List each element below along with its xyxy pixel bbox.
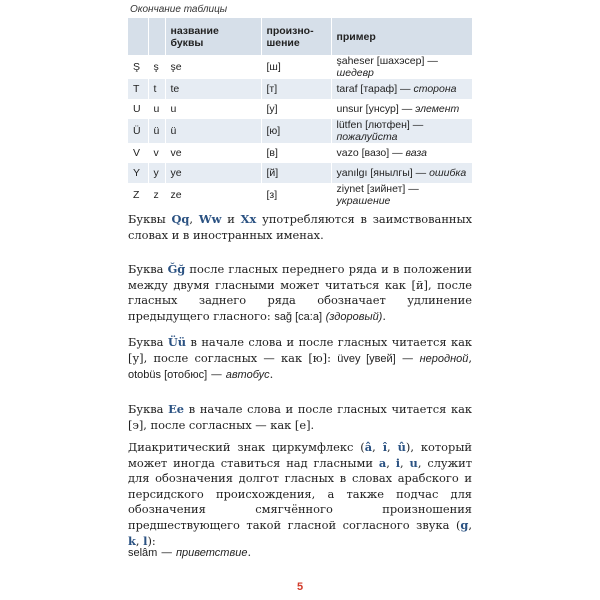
table-row [128, 183, 472, 207]
letter-highlight: l [143, 533, 148, 548]
paragraph-e: Буква Ee в начале слова и после гласных читается как [э], после согласных — как [е]. [128, 402, 472, 432]
letter-highlight: i [395, 455, 401, 470]
letter-highlight: Ğğ [167, 262, 186, 276]
example-word: sağ [са:а] [274, 310, 323, 323]
cell-example: vazo [вазо] — ваза [331, 143, 472, 163]
cell-lowercase: u [148, 99, 165, 119]
table-caption: Окончание таблицы [130, 4, 228, 15]
cell-pronunciation: [ш] [261, 55, 331, 79]
letter-highlight: a [378, 455, 387, 470]
cell-pronunciation: [у] [261, 99, 331, 119]
table-row [128, 79, 472, 99]
header-lowercase [148, 18, 165, 55]
cell-example: lütfen [лютфен] — пожалуйста [331, 119, 472, 143]
table-row [128, 163, 472, 183]
example-translation: неродной [419, 352, 469, 365]
cell-letter-name: şe [165, 55, 261, 79]
cell-uppercase: U [133, 103, 141, 115]
cell-pronunciation: [з] [261, 183, 331, 207]
header-uppercase [128, 18, 148, 55]
cell-pronunciation: [й] [261, 163, 331, 183]
cell-pronunciation: [ю] [261, 119, 331, 143]
cell-example: şaheser [шахэсер] — шедевр [331, 55, 472, 79]
letter-highlight: Ee [168, 402, 185, 416]
table-row [128, 99, 472, 119]
letter-highlight: k [128, 533, 136, 548]
paragraph-soft-g: Буква Ğğ после гласных переднего ряда и в положении между двумя гласными может читаться как [й], после гласных заднего ряда обозначает удлинение предыдущего гласного: sağ [са:а] (здоровый). [128, 262, 472, 323]
cell-uppercase: Y [128, 163, 148, 183]
cell-lowercase: ş [148, 55, 165, 79]
cell-lowercase: t [148, 79, 165, 99]
example-word: otobüs [отобюс] [128, 369, 208, 382]
header-letter-name: название буквы [165, 18, 261, 55]
cell-lowercase: ü [148, 119, 165, 143]
cell-example: unsur [унсур] — элемент [331, 99, 472, 119]
cell-letter-name: u [165, 99, 261, 119]
cell-letter-name: ye [165, 163, 261, 183]
letter-highlight: î [382, 440, 388, 454]
letter-highlight: â [364, 440, 373, 454]
cell-uppercase: V [133, 147, 141, 159]
example-translation: автобус [225, 369, 270, 382]
paragraph-u-umlaut: Буква Üü в начале слова и после гласных читается как [у], после согласных — как [ю]: üvey [увей] — неродной, otobüs [отобюс] — автобус. [128, 335, 473, 382]
table-row [128, 119, 472, 143]
cell-lowercase: v [148, 143, 165, 163]
cell-lowercase: y [148, 163, 165, 183]
cell-lowercase: z [148, 183, 165, 207]
table-row [128, 143, 472, 163]
cell-letter-name: ve [165, 143, 261, 163]
page-number: 5 [296, 581, 304, 593]
cell-uppercase: Z [133, 189, 140, 201]
letter-highlight: Üü [167, 335, 187, 349]
cell-example: taraf [тараф] — сторона [331, 79, 472, 99]
cell-uppercase: Ü [128, 119, 148, 143]
header-pronunciation: произно- шение [261, 18, 331, 55]
cell-pronunciation: [т] [261, 79, 331, 99]
alphabet-table [128, 18, 472, 207]
letter-highlight: Xx [240, 212, 257, 226]
cell-example: ziynet [зийнет] — украшение [331, 183, 472, 207]
example-word: selâm [128, 547, 158, 559]
header-example: пример [331, 18, 472, 55]
example-translation: приветствие [175, 547, 248, 559]
table-row [128, 55, 472, 79]
cell-letter-name: ü [165, 119, 261, 143]
example-translation: (здоровый) [325, 310, 383, 323]
cell-pronunciation: [в] [261, 143, 331, 163]
paragraph-qwx: Буквы Qq, Ww и Xx употребляются в заимствованных словах и в иностранных именах. [128, 212, 473, 242]
cell-uppercase: T [128, 79, 148, 99]
letter-highlight: Qq [171, 212, 190, 226]
letter-highlight: Ww [198, 212, 222, 226]
paragraph-circumflex: Диакритический знак циркумфлекс (â, î, û), который может иногда ставиться над гласными a, i, u, служит для обозначения долгот гласных в словах арабского и персидского происхождения, а также подчас для обозначения смягчённого произношения предшествующего такой гласной согласного звука (g, k, l): [128, 440, 473, 548]
cell-letter-name: te [165, 79, 261, 99]
letter-highlight: û [397, 440, 406, 454]
cell-uppercase: Ş [133, 61, 141, 73]
example-word: üvey [увей] [337, 352, 396, 365]
cell-example: yanılgı [янылгы] — ошибка [331, 163, 472, 183]
letter-highlight: u [409, 455, 418, 470]
cell-letter-name: ze [165, 183, 261, 207]
table-header-row [128, 18, 472, 55]
letter-highlight: g [460, 517, 469, 532]
paragraph-selam-example: selâm — приветствие. [128, 545, 252, 559]
